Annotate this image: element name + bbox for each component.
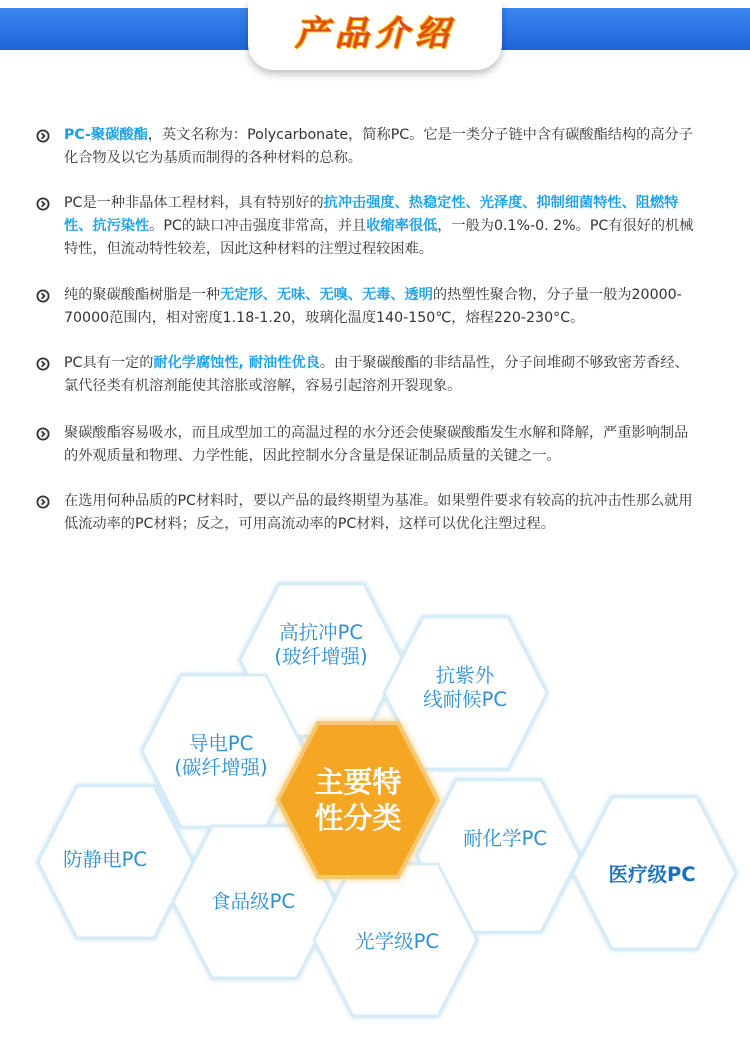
- hexagon-chemical-resistant-pc: [463, 827, 547, 851]
- hex-label-line1: 高抗冲PC: [279, 621, 363, 644]
- hex-label-line1: 医疗级PC: [608, 863, 696, 886]
- body-text: 聚碳酸酯容易吸水，而且成型加工的高温过程的水分还会使聚碳酸酯发生水解和降解，严重影响制品的外观质量和物理、力学性能，因此控制水分含量是保证制品质量的关键之一。: [64, 425, 689, 464]
- circle-arrow-bullet-icon: [36, 129, 50, 143]
- body-text: 。由于聚碳酸酯的非结晶性，分子间堆砌不够致密芳香经、氯代径类有机溶剂能使其溶胀或溶解，容易引起溶剂开裂现象。: [64, 355, 689, 394]
- hex-label-line1: 防静电PC: [63, 848, 147, 871]
- page-title: 产品介绍: [295, 14, 455, 54]
- highlight-text: 收缩率很低: [366, 218, 438, 234]
- intro-paragraph-3: [36, 284, 716, 330]
- hex-label-line1: 食品级PC: [211, 890, 295, 913]
- hex-label-line1: 抗紫外: [435, 664, 495, 687]
- feature-hexagon-diagram: [0, 560, 750, 1048]
- intro-paragraph-2: [36, 192, 716, 261]
- intro-paragraph-6: [36, 490, 716, 536]
- hexagon-food-grade-pc: [211, 890, 295, 914]
- paragraph-text: [64, 284, 696, 330]
- body-text: 的热塑性聚合物，分子量一般为20000-70000范围内，相对密度1.18-1.20，玻璃化温度140-150℃，熔程220-230°C。: [64, 287, 682, 326]
- circle-arrow-bullet-icon: [36, 495, 50, 509]
- center-label-line1: 主要特: [314, 765, 402, 799]
- body-text: ，一般为0.1%-0. 2%。PC有很好的机械特性，但流动特性较差，因此这种材料的注塑过程较困难。: [64, 218, 694, 257]
- center-hexagon-label: [314, 764, 401, 836]
- paragraph-text: [64, 422, 696, 468]
- hexagon-conductive-pc: [174, 732, 267, 780]
- hexagon-optical-pc: [355, 930, 439, 954]
- body-text: 。PC的缺口冲击强度非常高，并且: [149, 218, 367, 234]
- hex-label-line2: (玻纤增强): [274, 645, 368, 668]
- intro-paragraph-1: [36, 124, 716, 170]
- highlight-text: 抗冲击强度、热稳定性、光泽度、抑制细菌特性、阻燃特性、抗污染性: [64, 195, 679, 234]
- body-text: ，英文名称为：Polycarbonate，简称PC。它是一类分子链中含有碳酸酯结构的高分子化合物及以它为基质而制得的各种材料的总称。: [64, 127, 693, 166]
- intro-paragraph-5: [36, 422, 716, 468]
- hexagon-uv-weather-pc: [423, 664, 507, 712]
- hex-label-line2: (碳纤增强): [174, 756, 268, 779]
- hexagon-high-impact-pc: [274, 621, 367, 669]
- body-text: PC具有一定的: [64, 355, 154, 371]
- paragraph-text: [64, 192, 696, 261]
- paragraph-text: [64, 124, 696, 170]
- circle-arrow-bullet-icon: [36, 289, 50, 303]
- hex-label-line2: 线耐候PC: [423, 688, 507, 711]
- body-text: 纯的聚碳酸酯树脂是一种: [64, 287, 221, 303]
- paragraph-text: [64, 490, 696, 536]
- highlight-text: PC-聚碳酸酯: [64, 127, 148, 143]
- circle-arrow-bullet-icon: [36, 357, 50, 371]
- hex-label-line1: 导电PC: [188, 732, 254, 755]
- center-label-line2: 性分类: [314, 801, 402, 835]
- hex-label-line1: 耐化学PC: [463, 827, 547, 850]
- hexagon-antistatic-pc: [63, 848, 147, 872]
- intro-paragraph-4: [36, 352, 716, 398]
- body-text: 在选用何种品质的PC材料时，要以产品的最终期望为基准。如果塑件要求有较高的抗冲击性那么就用低流动率的PC材料；反之，可用高流动率的PC材料，这样可以优化注塑过程。: [64, 493, 693, 532]
- highlight-text: 耐化学腐蚀性, 耐油性优良: [153, 355, 320, 371]
- paragraph-text: [64, 352, 696, 398]
- body-text: PC是一种非晶体工程材料，具有特别好的: [64, 195, 324, 211]
- highlight-text: 无定形、无味、无嗅、无毒、透明: [220, 287, 433, 303]
- hexagon-medical-pc: [608, 863, 695, 887]
- circle-arrow-bullet-icon: [36, 197, 50, 211]
- hex-label-line1: 光学级PC: [355, 930, 439, 953]
- circle-arrow-bullet-icon: [36, 427, 50, 441]
